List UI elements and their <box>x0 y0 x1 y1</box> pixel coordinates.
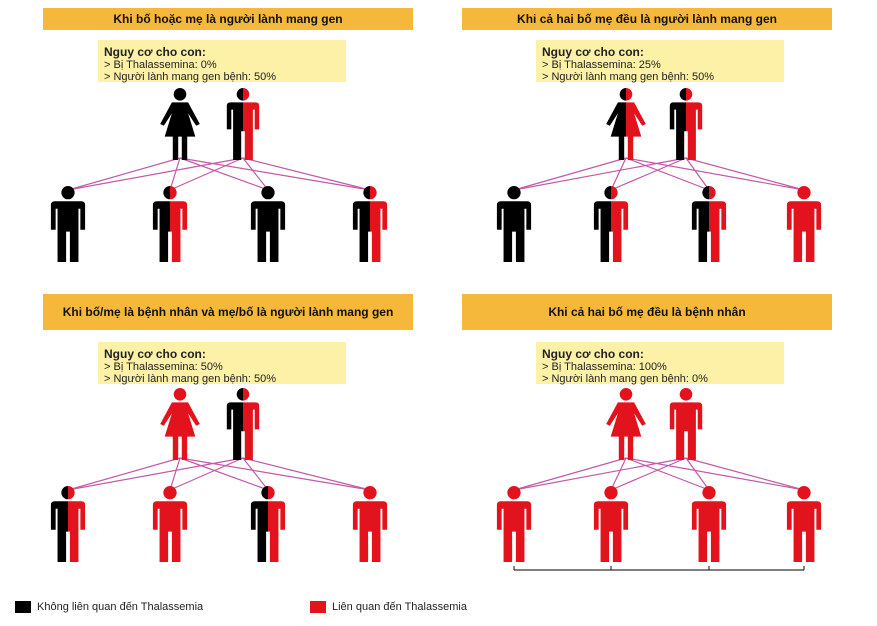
risk-line: > Bị Thalassemina: 25% <box>542 59 661 71</box>
inheritance-lines <box>68 458 370 490</box>
child-figure-icon <box>251 486 285 562</box>
risk-line: > Bị Thalassemina: 0% <box>104 59 217 71</box>
mother-figure-icon <box>606 388 646 460</box>
child-figure-icon <box>787 486 821 562</box>
legend-swatch-black <box>15 601 31 613</box>
mother-figure-icon <box>160 88 200 160</box>
child-figure-icon <box>353 486 387 562</box>
child-figure-icon <box>251 186 285 262</box>
family-tree <box>439 292 877 592</box>
inheritance-lines <box>514 458 804 490</box>
child-figure-icon <box>594 486 628 562</box>
risk-title: Nguy cơ cho con: <box>542 45 644 59</box>
panel-title: Khi cả hai bố mẹ đều là người lành mang gen <box>462 8 832 30</box>
father-figure-icon <box>670 88 702 160</box>
father-figure-icon <box>227 88 259 160</box>
child-figure-icon <box>51 186 85 262</box>
father-figure-icon <box>227 388 259 460</box>
risk-line: > Người lành mang gen bệnh: 0% <box>542 373 708 385</box>
mother-figure-icon <box>160 388 200 460</box>
risk-title: Nguy cơ cho con: <box>104 347 206 361</box>
panel-title: Khi bố/mẹ là bệnh nhân và mẹ/bố là người lành mang gen <box>43 294 413 330</box>
child-figure-icon <box>692 186 726 262</box>
panel-title: Khi bố hoặc mẹ là người lành mang gen <box>43 8 413 30</box>
risk-line: > Người lành mang gen bệnh: 50% <box>104 373 277 385</box>
family-tree <box>0 292 438 592</box>
risk-line: > Bị Thalassemina: 50% <box>104 361 223 373</box>
panel-title: Khi cả hai bố mẹ đều là bệnh nhân <box>462 294 832 330</box>
child-figure-icon <box>787 186 821 262</box>
panel-1 <box>0 0 438 300</box>
legend-label: Liên quan đến Thalassemia <box>332 601 467 613</box>
legend-unaffected <box>15 601 203 613</box>
family-tree <box>0 0 438 300</box>
family-tree <box>439 0 877 300</box>
children-bracket <box>514 566 804 570</box>
risk-title: Nguy cơ cho con: <box>104 45 206 59</box>
risk-line: > Người lành mang gen bệnh: 50% <box>104 71 277 83</box>
legend-affected <box>310 601 467 613</box>
panel-4 <box>439 292 877 592</box>
panel-2 <box>439 0 877 300</box>
legend-swatch-red <box>310 601 326 613</box>
risk-line: > Bị Thalassemina: 100% <box>542 361 667 373</box>
risk-line: > Người lành mang gen bệnh: 50% <box>542 71 715 83</box>
child-figure-icon <box>153 186 187 262</box>
mother-figure-icon <box>606 88 646 160</box>
child-figure-icon <box>594 186 628 262</box>
legend-label: Không liên quan đến Thalassemia <box>37 601 204 613</box>
child-figure-icon <box>497 486 531 562</box>
risk-title: Nguy cơ cho con: <box>542 347 644 361</box>
inheritance-lines <box>68 158 370 190</box>
child-figure-icon <box>353 186 387 262</box>
panel-3 <box>0 292 438 592</box>
child-figure-icon <box>497 186 531 262</box>
father-figure-icon <box>670 388 702 460</box>
child-figure-icon <box>51 486 85 562</box>
child-figure-icon <box>692 486 726 562</box>
inheritance-lines <box>514 158 804 190</box>
child-figure-icon <box>153 486 187 562</box>
